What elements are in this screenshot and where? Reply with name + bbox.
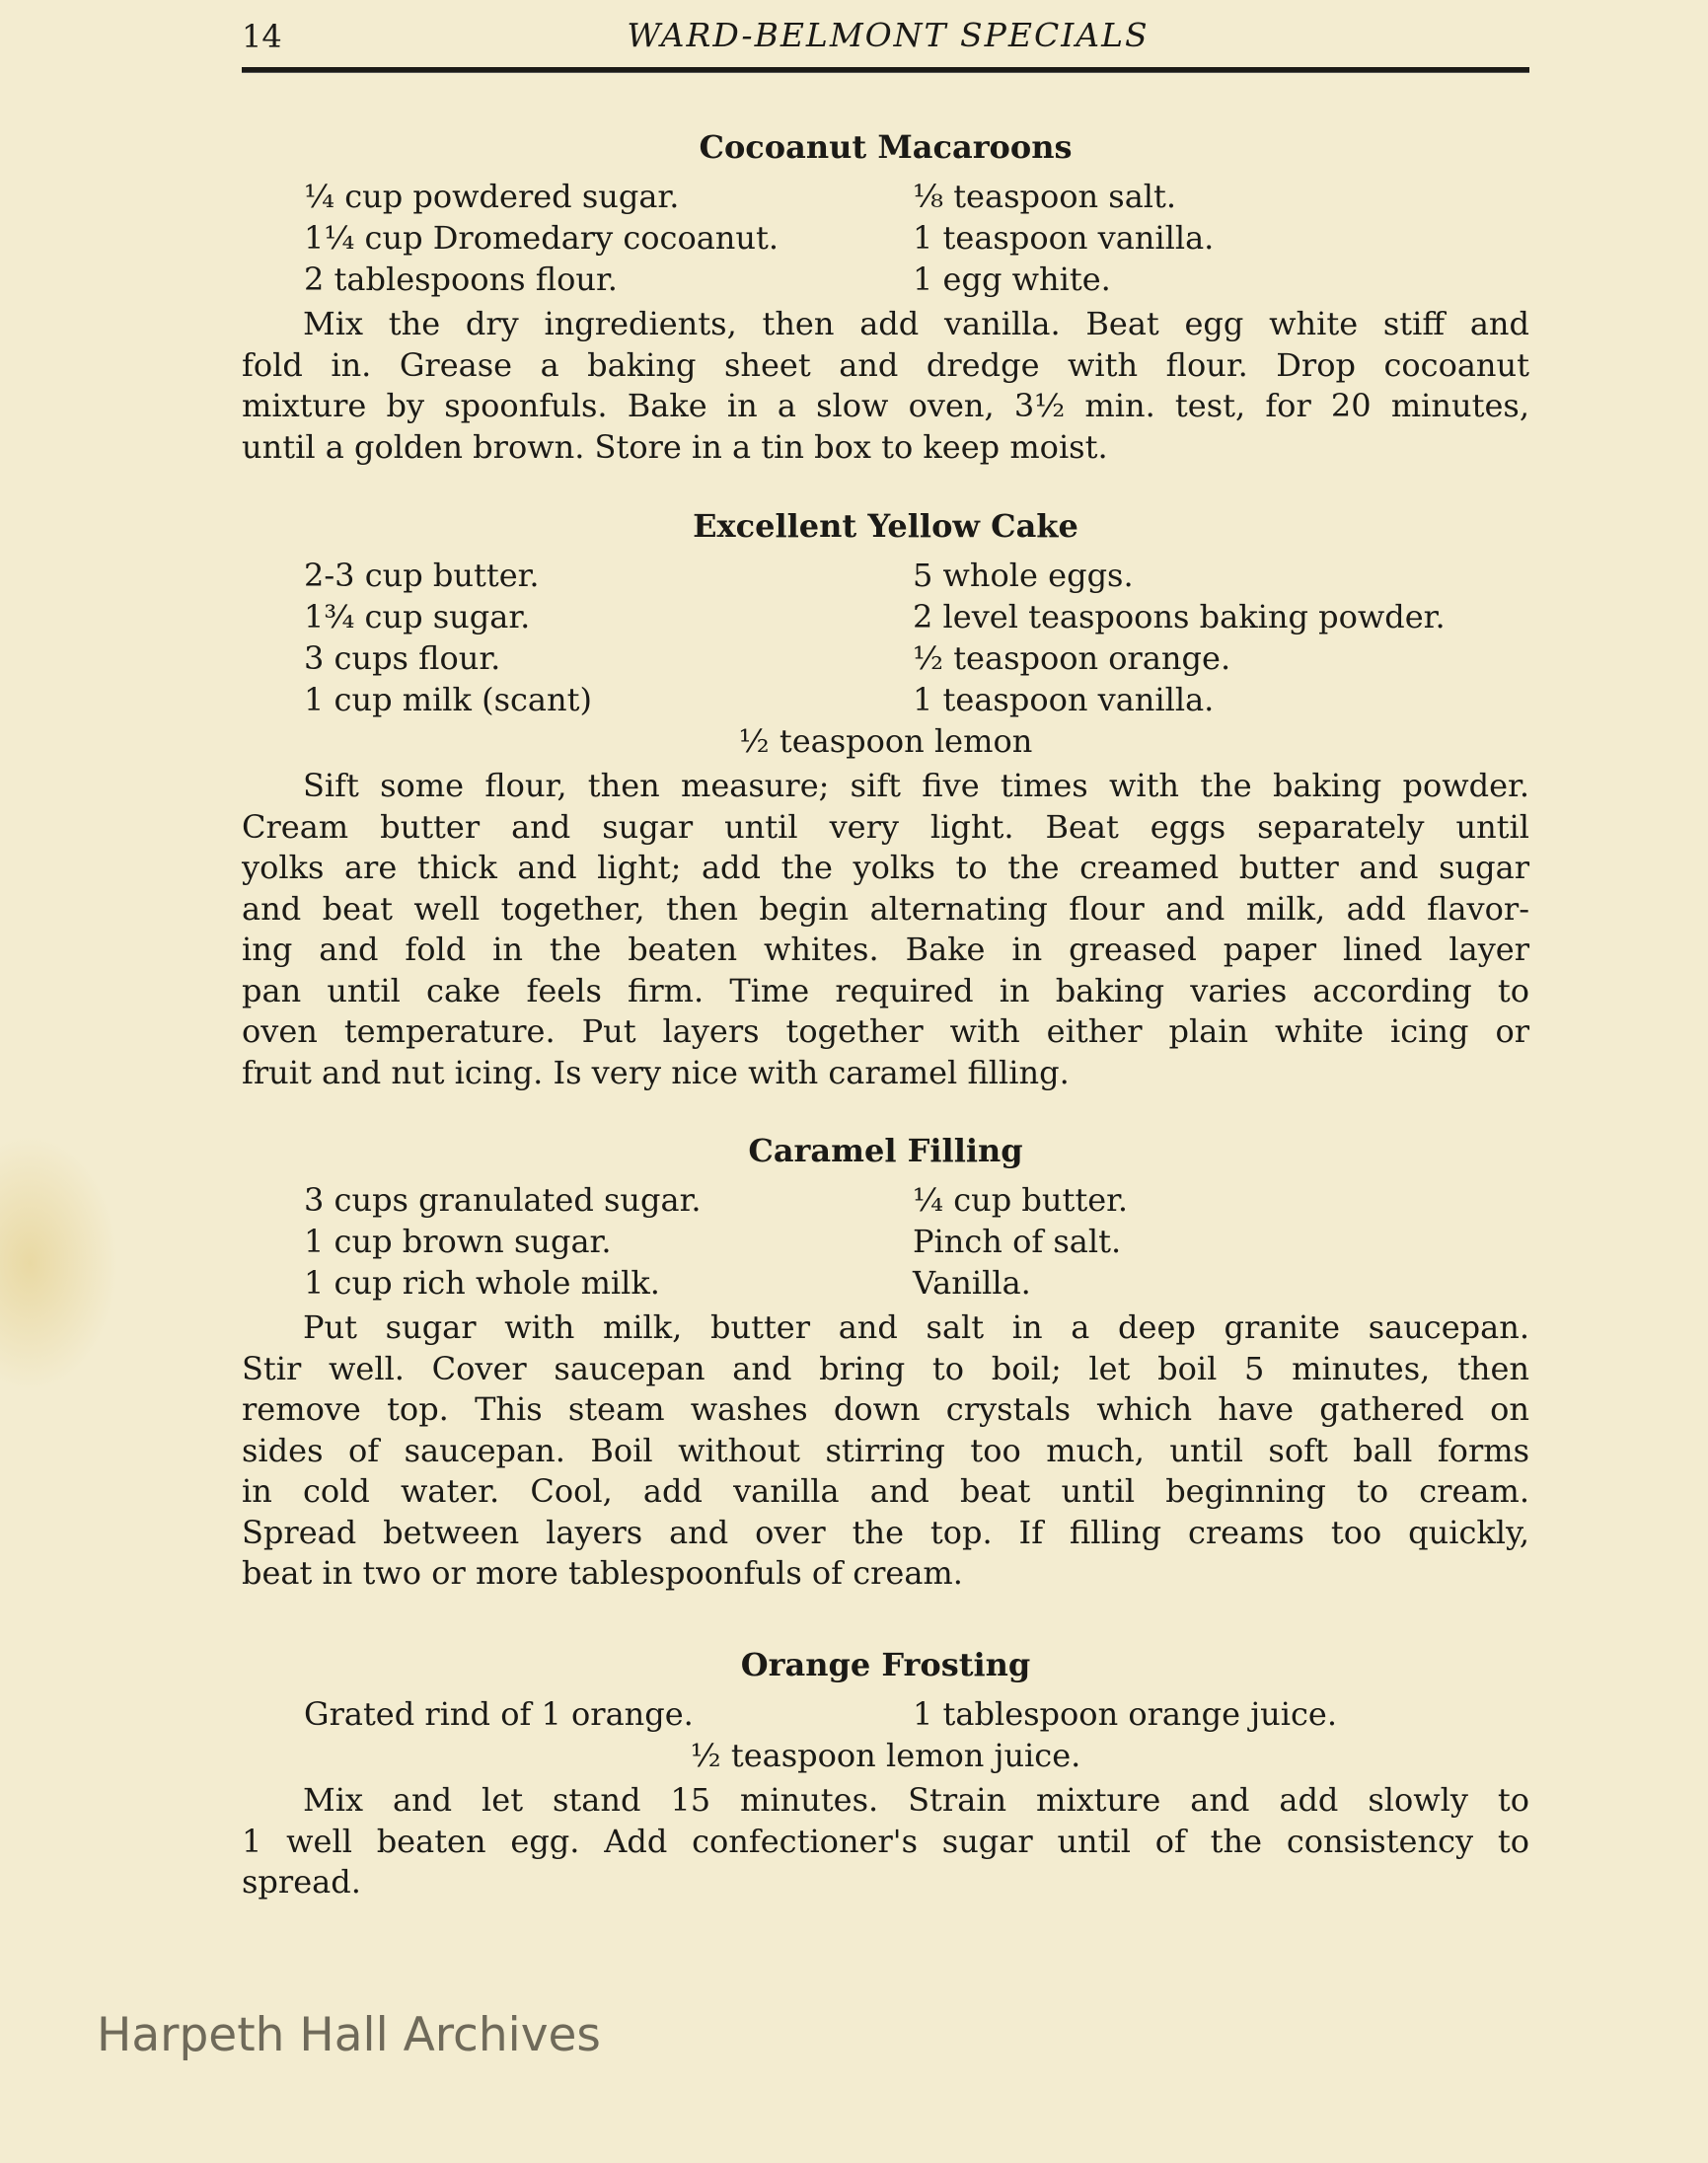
recipe-title: Caramel Filling bbox=[748, 1132, 1023, 1169]
ingredient-row bbox=[242, 259, 1529, 300]
ingredient: 1 cup rich whole milk. bbox=[304, 1264, 660, 1302]
directions-line: until a golden brown. Store in a tin box to keep moist. bbox=[242, 427, 1108, 466]
ingredient-list bbox=[242, 176, 1529, 300]
directions-line: remove top. This steam washes down crystals which have gathered on bbox=[242, 1390, 1529, 1428]
directions-line: Stir well. Cover saucepan and bring to boil; let boil 5 minutes, then bbox=[242, 1349, 1529, 1387]
ingredient-row bbox=[242, 1262, 1529, 1304]
ingredient: Grated rind of 1 orange. bbox=[304, 1695, 694, 1733]
directions-line: 1 well beaten egg. Add confectioner's sugar until of the consistency to bbox=[242, 1822, 1529, 1860]
page-number: 14 bbox=[242, 18, 282, 55]
directions-line: spread. bbox=[242, 1863, 361, 1901]
directions-line: Mix the dry ingredients, then add vanilla. Beat egg white stiff and bbox=[303, 305, 1529, 342]
ingredient: ½ teaspoon lemon bbox=[738, 722, 1033, 760]
ingredient: 1¾ cup sugar. bbox=[304, 598, 531, 635]
ingredient-row bbox=[242, 1693, 1529, 1735]
directions-line: sides of saucepan. Boil without stirring too much, until soft ball forms bbox=[242, 1431, 1529, 1469]
ingredient: 3 cups granulated sugar. bbox=[304, 1181, 702, 1219]
recipe-title: Excellent Yellow Cake bbox=[693, 507, 1078, 545]
ingredient-row bbox=[242, 679, 1529, 720]
ingredient: 3 cups flour. bbox=[304, 639, 501, 677]
directions-line: Mix and let stand 15 minutes. Strain mixture and add slowly to bbox=[303, 1781, 1529, 1819]
recipe-title: Cocoanut Macaroons bbox=[699, 128, 1073, 166]
directions-line: mixture by spoonfuls. Bake in a slow oven, 3½ min. test, for 20 minutes, bbox=[242, 387, 1529, 424]
running-title: WARD-BELMONT SPECIALS bbox=[627, 16, 1150, 54]
ingredient: Pinch of salt. bbox=[913, 1223, 1122, 1260]
directions-line: Put sugar with milk, butter and salt in a deep granite saucepan. bbox=[303, 1308, 1529, 1346]
archive-watermark: Harpeth Hall Archives bbox=[97, 2008, 601, 2062]
directions-line: beat in two or more tablespoonfuls of cream. bbox=[242, 1554, 963, 1592]
directions-line: fruit and nut icing. Is very nice with caramel filling. bbox=[242, 1053, 1070, 1091]
ingredient: ½ teaspoon orange. bbox=[913, 639, 1231, 677]
ingredient: ¼ cup powdered sugar. bbox=[304, 178, 680, 215]
directions-line: ing and fold in the beaten whites. Bake in greased paper lined layer bbox=[242, 931, 1529, 968]
directions-line: and beat well together, then begin alternating flour and milk, add flavor- bbox=[242, 889, 1529, 928]
directions-line: Sift some flour, then measure; sift five times with the baking powder. bbox=[303, 767, 1529, 804]
recipe-directions bbox=[242, 1780, 1529, 1903]
ingredient: Vanilla. bbox=[913, 1264, 1031, 1302]
ingredient-row bbox=[242, 1221, 1529, 1262]
recipe-directions bbox=[242, 1307, 1529, 1595]
ingredient-row bbox=[242, 596, 1529, 637]
directions-line: pan until cake feels firm. Time required in baking varies according to bbox=[242, 971, 1529, 1009]
recipe-directions bbox=[242, 304, 1529, 468]
directions-line: oven temperature. Put layers together with either plain white icing or bbox=[242, 1012, 1529, 1050]
paper-stain bbox=[0, 1135, 118, 1391]
ingredient-row bbox=[242, 555, 1529, 596]
ingredient-row bbox=[242, 176, 1529, 217]
ingredient-row bbox=[242, 637, 1529, 679]
ingredient: 2 tablespoons flour. bbox=[304, 261, 618, 298]
directions-line: Cream butter and sugar until very light. Beat eggs separately until bbox=[242, 807, 1529, 846]
recipe-orange-frosting bbox=[242, 1644, 1529, 1903]
ingredient: ¼ cup butter. bbox=[913, 1181, 1129, 1219]
ingredient-list bbox=[242, 1693, 1529, 1776]
ingredient: 1¼ cup Dromedary cocoanut. bbox=[304, 219, 780, 257]
ingredient: 1 teaspoon vanilla. bbox=[913, 219, 1215, 257]
directions-line: fold in. Grease a baking sheet and dredge with flour. Drop cocoanut bbox=[242, 345, 1529, 384]
directions-line: Spread between layers and over the top. If filling creams too quickly, bbox=[242, 1513, 1529, 1551]
ingredient: ½ teaspoon lemon juice. bbox=[690, 1737, 1081, 1774]
ingredient: 1 tablespoon orange juice. bbox=[913, 1695, 1337, 1733]
recipe-caramel-filling bbox=[242, 1130, 1529, 1595]
recipe-directions bbox=[242, 766, 1529, 1093]
directions-line: yolks are thick and light; add the yolks to the creamed butter and sugar bbox=[242, 849, 1529, 886]
ingredient: 1 cup brown sugar. bbox=[304, 1223, 612, 1260]
ingredient: 2 level teaspoons baking powder. bbox=[913, 598, 1446, 635]
ingredient-list bbox=[242, 1179, 1529, 1304]
recipe-title: Orange Frosting bbox=[740, 1646, 1031, 1683]
ingredient-list bbox=[242, 555, 1529, 762]
recipe-excellent-yellow-cake bbox=[242, 505, 1529, 1093]
recipe-cocoanut-macaroons bbox=[242, 126, 1529, 468]
ingredient: 1 cup milk (scant) bbox=[304, 681, 592, 718]
ingredient-row bbox=[242, 217, 1529, 259]
ingredient-row bbox=[242, 1735, 1529, 1776]
ingredient: ⅛ teaspoon salt. bbox=[913, 178, 1177, 215]
ingredient-row bbox=[242, 720, 1529, 762]
ingredient-row bbox=[242, 1179, 1529, 1221]
ingredient: 5 whole eggs. bbox=[913, 557, 1134, 594]
ingredient: 1 teaspoon vanilla. bbox=[913, 681, 1215, 718]
directions-line: in cold water. Cool, add vanilla and beat until beginning to cream. bbox=[242, 1472, 1529, 1510]
ingredient: 2-3 cup butter. bbox=[304, 557, 540, 594]
header-rule bbox=[242, 67, 1529, 73]
ingredient: 1 egg white. bbox=[913, 261, 1111, 298]
